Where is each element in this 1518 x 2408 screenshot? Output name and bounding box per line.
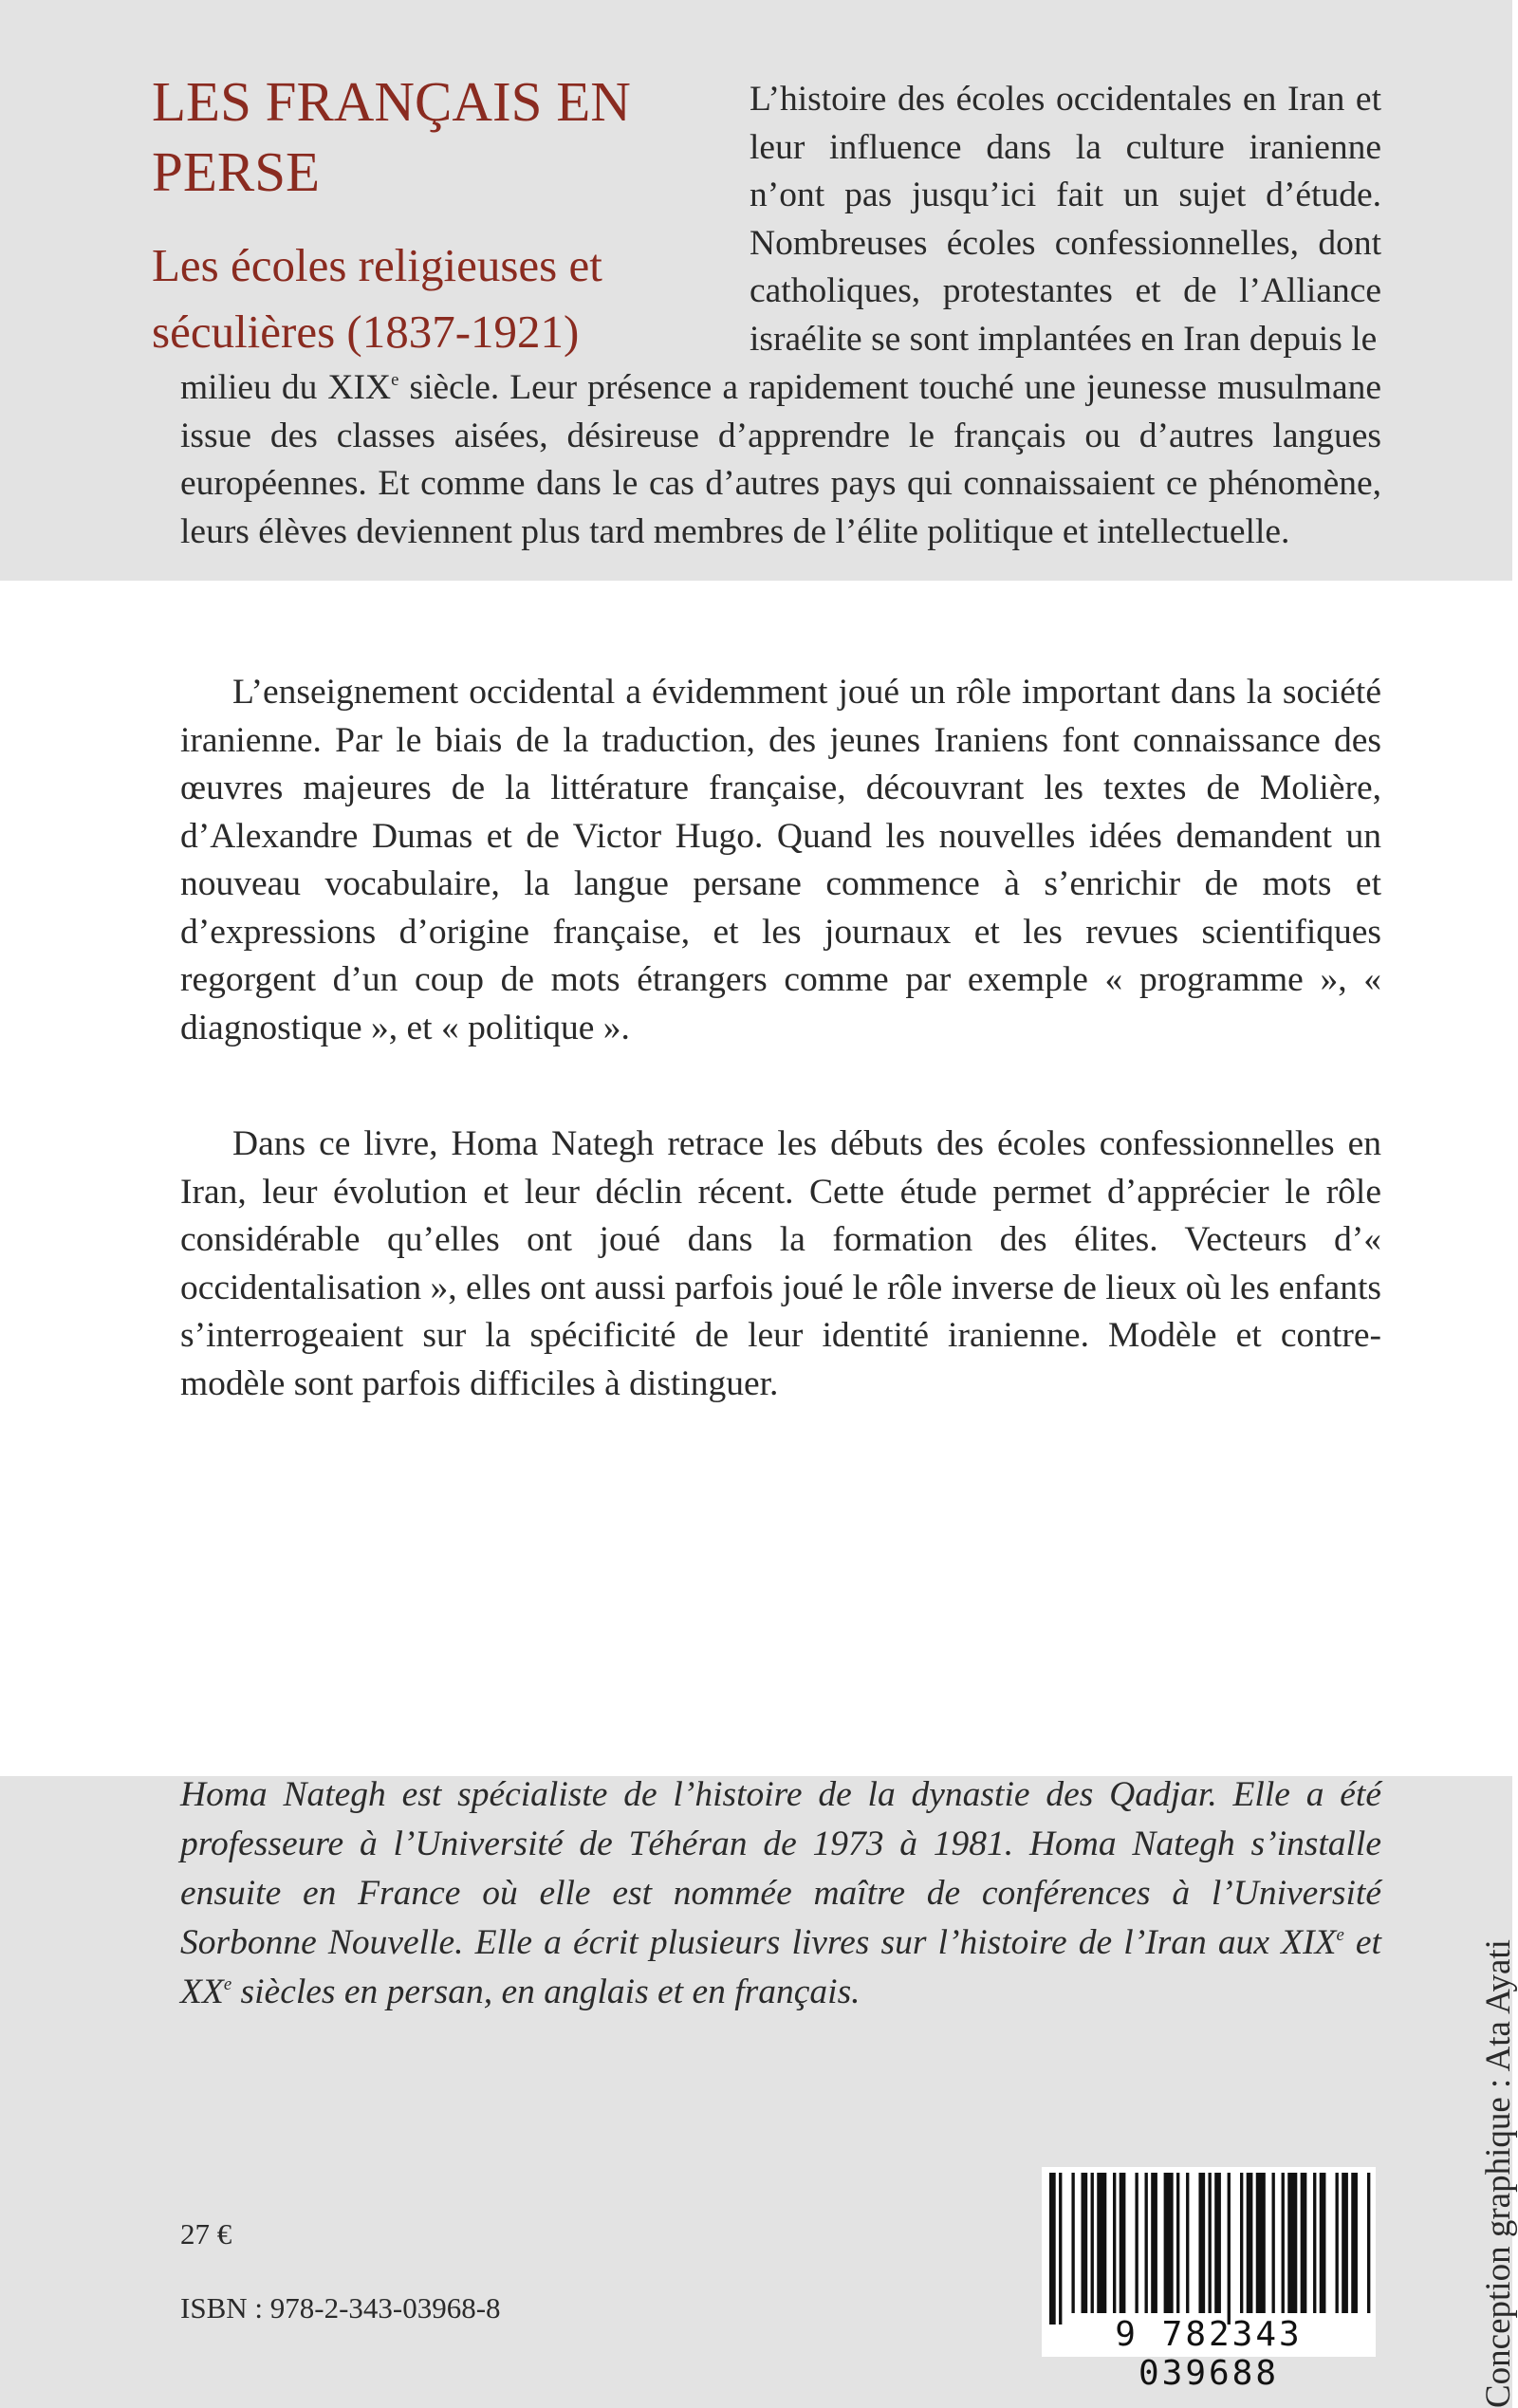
- paragraph-1-superscript: e: [391, 369, 399, 390]
- design-credit: Conception graphique : Ata Ayati: [1479, 1939, 1518, 2408]
- author-bio: [180, 1770, 1381, 2017]
- author-bio-sup-2: e: [223, 1973, 232, 1994]
- author-bio-b: et XX: [180, 1923, 1381, 2011]
- author-bio-sup-1: e: [1336, 1924, 1344, 1945]
- barcode-digits: 9 782343 039688: [1115, 2315, 1303, 2393]
- paragraph-1-cont-b: siècle. Leur présence a rapidement touché une jeunesse musulmane issue des classes aisées, désireuse d’apprendre le français ou d’autres langues européennes. Et comme dans le cas d’autres pays qui connaissaient ce phénomène, leurs élèves deviennent plus tard membres de l’élite politique et intellectuelle.: [180, 368, 1381, 551]
- book-title: LES FRANÇAIS EN PERSE: [152, 70, 631, 203]
- paragraph-1-cont-a: milieu du XIX: [180, 368, 392, 407]
- isbn: ISBN : 978-2-343-03968-8: [180, 2291, 501, 2325]
- price: 27 €: [180, 2217, 232, 2251]
- paragraph-1-continued: [180, 364, 1381, 556]
- paragraph-1-start: L’histoire des écoles occidentales en Iran et leur influence dans la culture iranienne n’ont pas jusqu’ici fait un sujet d’étude. Nombreuses écoles confessionnelles, dont catholiques, protestantes et de l’Alliance israélite se sont implantées en Iran depuis le: [750, 80, 1381, 359]
- author-bio-a: Homa Nategh est spécialiste de l’histoire de la dynastie des Qadjar. Elle a été professeure à l’Université de Téhéran de 1973 à 1981. Homa Nategh s’installe ensuite en France où elle est nommée maître de conférences à l’Université Sorbonne Nouvelle. Elle a écrit plusieurs livres sur l’histoire de l’Iran aux XIX: [180, 1775, 1381, 1962]
- author-bio-c: siècles en persan, en anglais et en français.: [231, 1973, 861, 2011]
- credit-container: [1480, 1826, 1518, 2408]
- barcode-bars: [1042, 2167, 1376, 2319]
- paragraph-2: L’enseignement occidental a évidemment joué un rôle important dans la société iranienne. Par le biais de la traduction, des jeunes Iraniens font connaissance des œuvres majeures de la littérature française, découvrant les textes de Molière, d’Alexandre Dumas et de Victor Hugo. Quand les nouvelles idées demandent un nouveau vocabulaire, la langue persane commence à s’enrichir de mots et d’expressions d’origine française, et les journaux et les revues scientifiques regorgent d’un coup de mots étrangers comme par exemple « programme », « diagnostique », et « politique ».: [180, 673, 1381, 1047]
- paragraph-3: Dans ce livre, Homa Nategh retrace les débuts des écoles confessionnelles en Iran, leur évolution et leur déclin récent. Cette étude permet d’apprécier le rôle considérable qu’elles ont joué dans la formation des élites. Vecteurs d’« occidentalisation », elles ont aussi parfois joué le rôle inverse de lieux où les enfants s’interrogeaient sur la spécificité de leur identité iranienne. Modèle et contre-modèle sont parfois difficiles à distinguer.: [180, 1124, 1381, 1403]
- book-subtitle: Les écoles religieuses et séculières (1837-1921): [152, 239, 602, 358]
- barcode: [1042, 2167, 1376, 2393]
